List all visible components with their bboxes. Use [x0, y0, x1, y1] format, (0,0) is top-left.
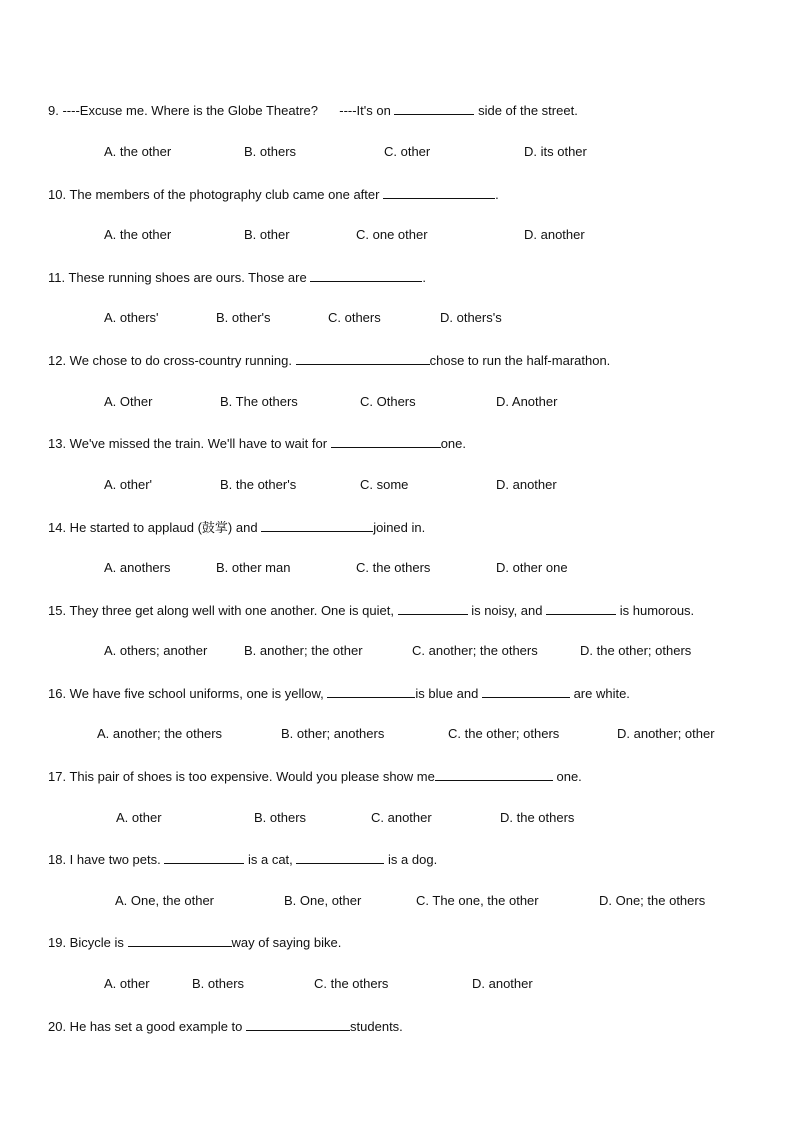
option-c[interactable]: C. the other; others [448, 726, 560, 741]
option-a[interactable]: A. other' [104, 477, 153, 492]
question-14 [0, 518, 794, 536]
option-c[interactable]: C. the others [356, 560, 431, 575]
question-text: 9. ----Excuse me. Where is the Globe Theatre? [48, 103, 318, 118]
option-b[interactable]: B. other man [216, 560, 291, 575]
option-b[interactable]: B. the other's [220, 477, 297, 492]
question-text: 17. This pair of shoes is too expensive. Would you please show me [48, 769, 435, 784]
option-a[interactable]: A. anothers [104, 560, 171, 575]
question-text: . [422, 270, 426, 285]
option-b[interactable]: B. One, other [284, 893, 362, 908]
option-b[interactable]: B. others [254, 810, 307, 825]
option-a[interactable]: A. Other [104, 394, 153, 409]
question-19 [0, 933, 794, 951]
question-text: one. [556, 769, 582, 784]
option-a[interactable]: A. the other [104, 227, 172, 242]
answer-blank[interactable] [246, 1017, 350, 1031]
options-14 [0, 559, 794, 577]
options-17 [0, 809, 794, 827]
answer-blank[interactable] [327, 684, 415, 698]
question-13 [0, 434, 794, 452]
option-a[interactable]: A. others' [104, 310, 159, 325]
question-text: 13. We've missed the train. We'll have to wait for [48, 436, 328, 451]
option-b[interactable]: B. other's [216, 310, 271, 325]
option-c[interactable]: C. one other [356, 227, 428, 242]
answer-blank[interactable] [435, 767, 553, 781]
question-17 [0, 767, 794, 785]
option-d[interactable]: D. One; the others [599, 893, 706, 908]
question-text: 14. He started to applaud (鼓掌) and [48, 520, 258, 535]
question-text: side of the street. [478, 103, 578, 118]
options-15 [0, 642, 794, 660]
question-11 [0, 268, 794, 286]
question-text: ----It's on [339, 103, 391, 118]
option-d[interactable]: D. the other; others [580, 643, 692, 658]
option-b[interactable]: B. other; anothers [281, 726, 385, 741]
option-c[interactable]: C. The one, the other [416, 893, 539, 908]
option-c[interactable]: C. another; the others [412, 643, 538, 658]
question-text: 12. We chose to do cross-country running. [48, 353, 292, 368]
question-text: 11. These running shoes are ours. Those are [48, 270, 307, 285]
option-c[interactable]: C. some [360, 477, 409, 492]
option-b[interactable]: B. other [244, 227, 290, 242]
question-text: is blue and [415, 686, 479, 701]
question-16 [0, 684, 794, 702]
question-text: 18. I have two pets. [48, 852, 161, 867]
answer-blank[interactable] [296, 351, 430, 365]
answer-blank[interactable] [482, 684, 570, 698]
answer-blank[interactable] [164, 850, 244, 864]
answer-blank[interactable] [296, 850, 384, 864]
question-text: is humorous. [619, 603, 695, 618]
option-c[interactable]: C. another [371, 810, 432, 825]
options-11 [0, 309, 794, 327]
option-b[interactable]: B. The others [220, 394, 298, 409]
options-18 [0, 892, 794, 910]
question-9 [0, 101, 794, 119]
option-d[interactable]: D. others's [440, 310, 502, 325]
answer-blank[interactable] [128, 933, 232, 947]
option-d[interactable]: D. another [472, 976, 533, 991]
question-text: 10. The members of the photography club came one after [48, 187, 380, 202]
option-a[interactable]: A. others; another [104, 643, 208, 658]
options-19 [0, 975, 794, 993]
question-text: way of saying bike. [231, 935, 342, 950]
question-10 [0, 185, 794, 203]
option-d[interactable]: D. its other [524, 144, 587, 159]
answer-blank[interactable] [261, 518, 373, 532]
answer-blank[interactable] [383, 185, 495, 199]
option-a[interactable]: A. One, the other [115, 893, 215, 908]
question-20 [0, 1017, 794, 1035]
option-d[interactable]: D. other one [496, 560, 568, 575]
options-10 [0, 226, 794, 244]
question-text: 19. Bicycle is [48, 935, 124, 950]
option-a[interactable]: A. other [116, 810, 162, 825]
question-text: students. [350, 1019, 403, 1034]
option-c[interactable]: C. Others [360, 394, 416, 409]
option-a[interactable]: A. the other [104, 144, 172, 159]
question-text: 16. We have five school uniforms, one is yellow, [48, 686, 324, 701]
options-16 [0, 725, 794, 743]
option-d[interactable]: D. another; other [617, 726, 715, 741]
question-18 [0, 850, 794, 868]
option-d[interactable]: D. the others [500, 810, 575, 825]
answer-blank[interactable] [546, 601, 616, 615]
option-c[interactable]: C. others [328, 310, 381, 325]
question-text: is a dog. [388, 852, 438, 867]
question-text: is a cat, [247, 852, 293, 867]
answer-blank[interactable] [331, 434, 441, 448]
option-d[interactable]: D. Another [496, 394, 558, 409]
question-text: joined in. [373, 520, 426, 535]
question-12 [0, 351, 794, 369]
question-text: 15. They three get along well with one another. One is quiet, [48, 603, 394, 618]
option-d[interactable]: D. another [496, 477, 557, 492]
question-text: 20. He has set a good example to [48, 1019, 243, 1034]
answer-blank[interactable] [398, 601, 468, 615]
option-b[interactable]: B. another; the other [244, 643, 363, 658]
question-text: chose to run the half-marathon. [429, 353, 611, 368]
option-d[interactable]: D. another [524, 227, 585, 242]
option-c[interactable]: C. other [384, 144, 431, 159]
option-a[interactable]: A. another; the others [97, 726, 223, 741]
option-c[interactable]: C. the others [314, 976, 389, 991]
options-13 [0, 476, 794, 494]
question-text: one. [440, 436, 466, 451]
question-text: . [495, 187, 499, 202]
options-12 [0, 393, 794, 411]
question-15 [0, 601, 794, 619]
options-9 [0, 143, 794, 161]
option-a[interactable]: A. other [104, 976, 150, 991]
question-text: is noisy, and [471, 603, 543, 618]
question-text: are white. [573, 686, 630, 701]
option-b[interactable]: B. others [244, 144, 297, 159]
option-b[interactable]: B. others [192, 976, 245, 991]
answer-blank[interactable] [310, 268, 422, 282]
answer-blank[interactable] [394, 101, 474, 115]
